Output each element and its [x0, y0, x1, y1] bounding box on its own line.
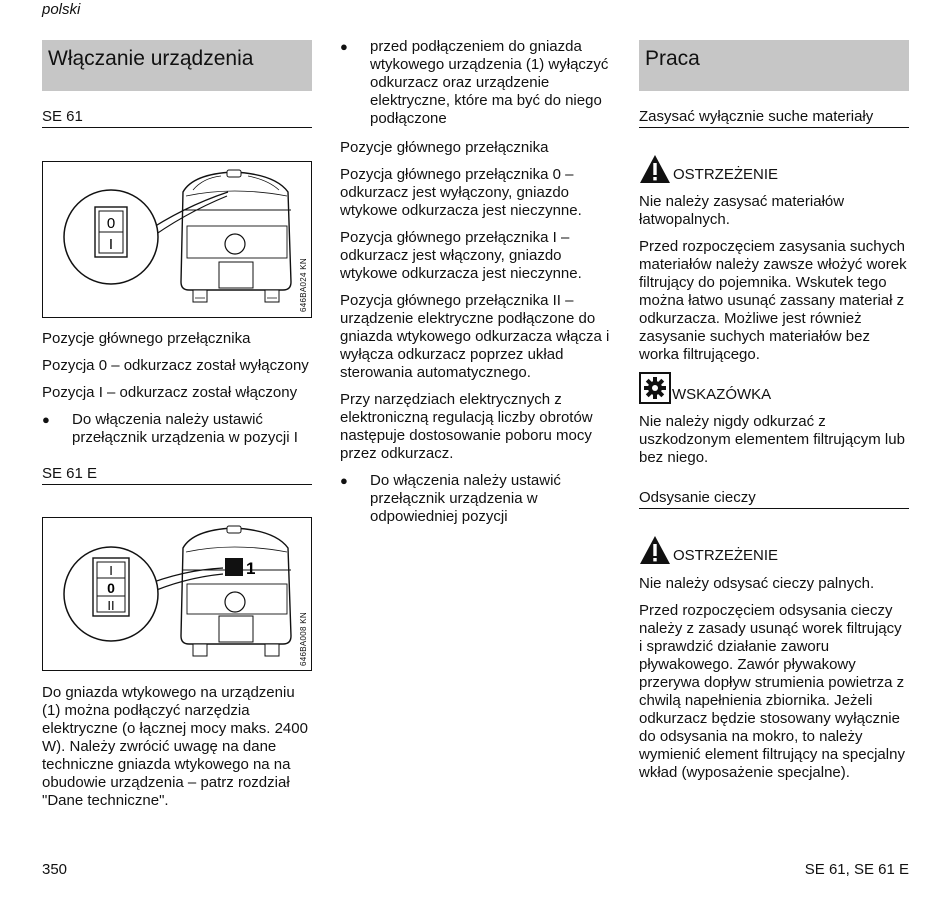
footer-model: SE 61, SE 61 E [804, 861, 909, 878]
bullet-text: Do włączenia należy ustawić przełącznik urządzenia w odpowiedniej pozycji [370, 472, 561, 525]
note-text: Nie należy nigdy odkurzać z uszkodzonym elementem filtrującym lub bez niego. [639, 413, 905, 466]
bullet-before-connecting [340, 38, 610, 128]
column-operation [639, 40, 909, 782]
figure-code-se61e: 646BA008 KN [299, 611, 308, 666]
column-switching-on [42, 40, 312, 810]
section-title-switching-on: Włączanie urządzenia [42, 40, 312, 91]
bullet-icon: ● [340, 473, 348, 488]
warning-triangle-icon [639, 154, 671, 184]
positions-heading: Pozycje głównego przełącznika [340, 139, 549, 156]
switch-label-1: I [108, 236, 114, 253]
section-title-operation: Praca [639, 40, 909, 91]
position-1-text: Pozycja I – odkurzacz został włączony [42, 384, 298, 401]
bullet-switch-position [340, 472, 610, 526]
position-0-paragraph: Pozycja głównego przełącznika 0 – odkurzacz jest wyłączony, gniazdo wtykowe odkurzacza jest nieczynne. [340, 166, 582, 219]
dry-paragraph: Przed rozpoczęciem zasysania suchych materiałów należy zawsze włożyć worek filtrujący do pojemnika. Wskutek tego można łatwo usunąć zassany materiał z odkurzacza. Możliwe jest również zasysanie suchych materiałów bez worka filtrującego. [639, 238, 907, 363]
positions-heading-se61: Pozycje głównego przełącznika [42, 330, 251, 347]
warning-flammable-materials: Nie należy zasysać materiałów łatwopalnych. [639, 193, 845, 228]
position-0-text: Pozycja 0 – odkurzacz został wyłączony [42, 357, 309, 374]
warning-label: OSTRZEŻENIE [673, 166, 779, 183]
vacuum-illustration-se61 [43, 162, 311, 317]
switch-label-0: 0 [106, 215, 116, 232]
liquids-paragraph: Przed rozpoczęciem odsysania cieczy należy z zasady usunąć worek filtrujący i sprawdzić działanie zaworu pływakowego. Zawór pływakowy przerywa dopływ strumienia powietrza z chwilą napełnienia zbiornika. Jeżeli odkurzacz będzie stosowany wyłącznie do odsysania na mokro, to należy wymienić element filtrujący na specjalny wkład (wyposażenie specjalne). [639, 602, 905, 781]
heading-liquids: Odsysanie cieczy [639, 489, 909, 509]
position-II-paragraph: Pozycja głównego przełącznika II – urządzenie elektryczne podłączone do gniazda wtykowego odkurzacza włącza i wyłącza odkurzacz poprzez układ sterowania automatycznego. [340, 292, 610, 381]
figure-se61e-switch [42, 517, 312, 671]
position-I-paragraph: Pozycja głównego przełącznika I – odkurzacz jest włączony, gniazdo wtykowe odkurzacza jest nieczynne. [340, 229, 582, 282]
warning-liquids [639, 535, 909, 565]
warning-triangle-icon [639, 535, 671, 565]
socket-label: 1 [246, 559, 256, 578]
column-positions [340, 38, 610, 526]
page-number: 350 [42, 861, 68, 878]
gear-note-icon [639, 372, 671, 404]
note-label: WSKAZÓWKA [672, 386, 772, 403]
bullet-icon: ● [340, 39, 348, 54]
figure-code-se61: 646BA024 KN [299, 257, 308, 312]
note-filter [639, 372, 909, 404]
socket-marker-icon [225, 558, 243, 576]
bullet-text: przed podłączeniem do gniazda wtykowego urządzenia (1) wyłączyć odkurzacz oraz urządzenie elektryczne, które ma być do niego podłączone [370, 38, 609, 127]
language-label: polski [42, 1, 81, 18]
warning-label: OSTRZEŻENIE [673, 547, 779, 564]
bullet-switch-on-se61 [42, 411, 312, 447]
heading-se61e: SE 61 E [42, 465, 312, 485]
warning-dry [639, 154, 909, 184]
bullet-icon: ● [42, 412, 50, 427]
switch-label-II: II [107, 598, 115, 613]
bullet-text: Do włączenia należy ustawić przełącznik urządzenia w pozycji I [72, 411, 298, 446]
warning-flammable-liquids: Nie należy odsysać cieczy palnych. [639, 575, 875, 592]
switch-label-I: I [109, 563, 113, 578]
heading-se61: SE 61 [42, 108, 312, 128]
vacuum-illustration-se61e [43, 518, 311, 670]
socket-paragraph: Do gniazda wtykowego na urządzeniu (1) można podłączyć narzędzia elektryczne (o łącznej mocy maks. 2400 W). Należy zwrócić uwagę na dane techniczne gniazda wtykowego na na obudowie urządzenia – patrz rozdział "Dane techniczne". [42, 684, 308, 809]
electronic-tools-paragraph: Przy narzędziach elektrycznych z elektroniczną regulacją liczby obrotów następuje dostosowanie poboru mocy przez odkurzacz. [340, 391, 593, 462]
heading-dry-materials: Zasysać wyłącznie suche materiały [639, 108, 909, 128]
switch-label-0: 0 [107, 580, 115, 596]
figure-se61-switch [42, 161, 312, 318]
